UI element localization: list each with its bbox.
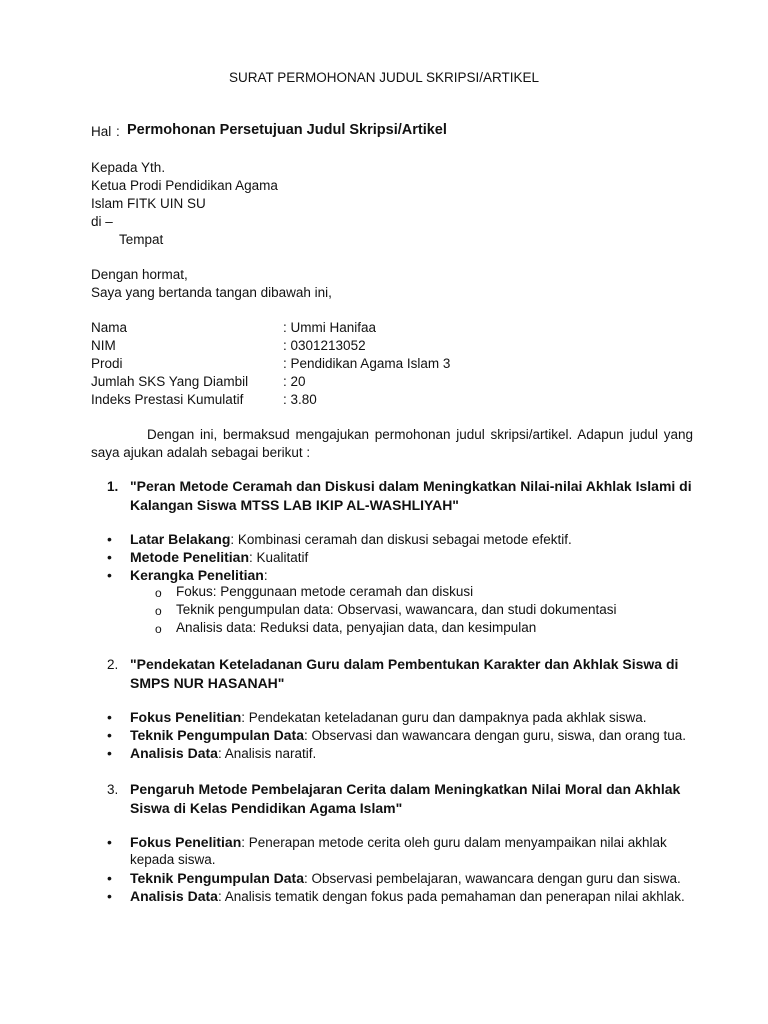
bullet-detail: : Observasi pembelajaran, wawancara dengan guru dan siswa. <box>304 871 681 886</box>
field-value-ipk: : 3.80 <box>283 392 317 407</box>
bullet-key: Analisis Data <box>130 745 218 761</box>
field-value-prodi: : Pendidikan Agama Islam 3 <box>283 356 451 371</box>
bullet-text <box>130 549 710 566</box>
item-title: "Peran Metode Ceramah dan Diskusi dalam Meningkatkan Nilai-nilai Akhlak Islami di Kalangan Siswa MTSS LAB IKIP AL-WASHLIYAH" <box>130 478 692 513</box>
bullet-text <box>130 888 710 905</box>
field-label-prodi: Prodi <box>91 356 123 371</box>
intro-paragraph: Dengan ini, bermaksud mengajukan permohonan judul skripsi/artikel. Adapun judul yang saya ajukan adalah sebagai berikut : <box>91 427 693 460</box>
field-value-nim: : 0301213052 <box>283 338 366 353</box>
bullet-icon: • <box>107 567 112 583</box>
bullet-icon: • <box>107 888 112 904</box>
field-value-nama: : Ummi Hanifaa <box>283 320 377 335</box>
bullet-text <box>130 745 710 762</box>
bullet-key: Teknik Pengumpulan Data <box>130 870 304 886</box>
sub-bullet-text: Fokus: Penggunaan metode ceramah dan diskusi <box>176 584 474 599</box>
bullet-detail: : Observasi dan wawancara dengan guru, siswa, dan orang tua. <box>304 728 686 743</box>
bullet-text <box>130 834 710 868</box>
hal-label: Hal <box>91 124 112 139</box>
sub-bullet-text: Analisis data: Reduksi data, penyajian data, dan kesimpulan <box>176 620 537 635</box>
sub-bullet-icon: o <box>155 586 162 600</box>
bullet-key: Fokus Penelitian <box>130 709 242 725</box>
recipient-line-3: Islam FITK UIN SU <box>91 196 206 211</box>
sub-bullet-icon: o <box>155 604 162 618</box>
bullet-icon: • <box>107 531 112 547</box>
bullet-text <box>130 567 710 584</box>
field-label-ipk: Indeks Prestasi Kumulatif <box>91 392 244 407</box>
bullet-text <box>130 531 710 548</box>
bullet-key: Kerangka Penelitian <box>130 567 264 583</box>
item-number: 2. <box>107 657 119 672</box>
bullet-icon: • <box>107 834 112 850</box>
field-value-sks: : 20 <box>283 374 306 389</box>
bullet-icon: • <box>107 870 112 886</box>
bullet-detail: : Penerapan metode cerita oleh guru dalam menyampaikan nilai akhlak kepada siswa. <box>130 835 667 867</box>
bullet-detail: : Analisis naratif. <box>217 746 317 761</box>
bullet-icon: • <box>107 727 112 743</box>
bullet-key: Fokus Penelitian <box>130 834 242 850</box>
bullet-detail: : <box>263 568 268 583</box>
bullet-key: Analisis Data <box>130 888 218 904</box>
hal-colon: : <box>116 124 120 139</box>
bullet-key: Teknik Pengumpulan Data <box>130 727 304 743</box>
sub-bullet-icon: o <box>155 622 162 636</box>
bullet-key: Metode Penelitian <box>130 549 250 565</box>
item-number: 3. <box>107 782 119 797</box>
recipient-line-5: Tempat <box>119 232 164 247</box>
bullet-icon: • <box>107 745 112 761</box>
bullet-detail: : Pendekatan keteladanan guru dan dampaknya pada akhlak siswa. <box>241 710 647 725</box>
bullet-text <box>130 709 710 726</box>
greeting-line-1: Dengan hormat, <box>91 267 188 282</box>
hal-value: Permohonan Persetujuan Judul Skripsi/Artikel <box>127 122 447 138</box>
recipient-line-4: di – <box>91 214 113 229</box>
item-title: "Pendekatan Keteladanan Guru dalam Pembentukan Karakter dan Akhlak Siswa di SMPS NUR HASANAH" <box>130 656 679 691</box>
bullet-detail: : Kombinasi ceramah dan diskusi sebagai metode efektif. <box>230 532 572 547</box>
bullet-icon: • <box>107 549 112 565</box>
item-title: Pengaruh Metode Pembelajaran Cerita dalam Meningkatkan Nilai Moral dan Akhlak Siswa di Kelas Pendidikan Agama Islam" <box>130 781 681 816</box>
item-number: 1. <box>107 479 119 494</box>
document-title: SURAT PERMOHONAN JUDUL SKRIPSI/ARTIKEL <box>228 70 540 85</box>
bullet-detail: : Kualitatif <box>249 550 309 565</box>
greeting-line-2: Saya yang bertanda tangan dibawah ini, <box>91 285 332 300</box>
bullet-icon: • <box>107 709 112 725</box>
field-label-sks: Jumlah SKS Yang Diambil <box>91 374 249 389</box>
field-label-nama: Nama <box>91 320 128 335</box>
bullet-text <box>130 727 710 744</box>
field-label-nim: NIM <box>91 338 116 353</box>
recipient-line-1: Kepada Yth. <box>91 160 166 175</box>
recipient-line-2: Ketua Prodi Pendidikan Agama <box>91 178 278 193</box>
bullet-key: Latar Belakang <box>130 531 231 547</box>
sub-bullet-text: Teknik pengumpulan data: Observasi, wawancara, dan studi dokumentasi <box>176 602 617 617</box>
bullet-text <box>130 870 710 887</box>
bullet-detail: : Analisis tematik dengan fokus pada pemahaman dan penerapan nilai akhlak. <box>217 889 685 904</box>
